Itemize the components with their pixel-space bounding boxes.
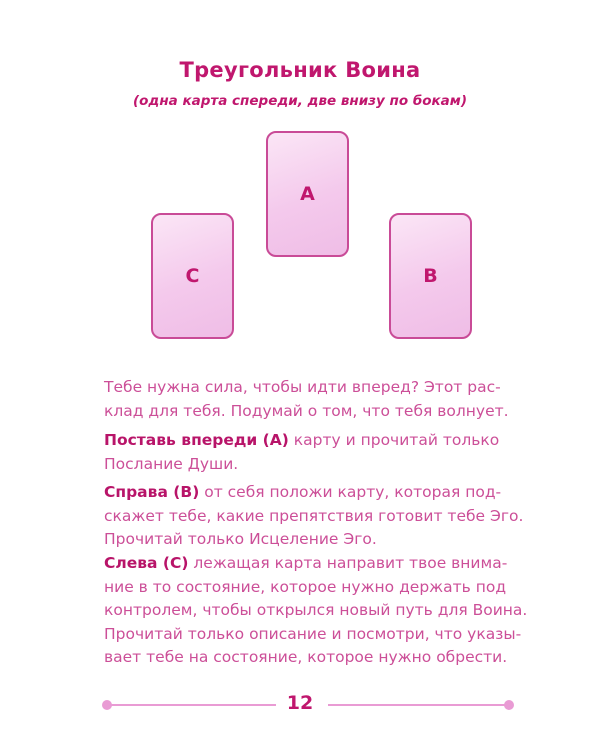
text-line: Послание Души.: [104, 454, 239, 473]
text-line: Тебе нужна сила, чтобы идти вперед? Этот рас-: [104, 378, 501, 396]
page-title: Треугольник Воина: [179, 58, 421, 82]
text-line: Прочитай только Исцеление Эго.: [104, 530, 377, 548]
footer-dot-right: [504, 700, 514, 710]
footer-rule-right: [328, 704, 506, 706]
text-line: [104, 552, 524, 576]
page-subtitle: (одна карта спереди, две внизу по бокам): [132, 93, 467, 109]
front-card-heading: Поставь впереди (А): [104, 431, 289, 449]
card-a: [266, 131, 349, 257]
footer-rule-left: [110, 704, 276, 706]
text-line: скажет тебе, какие препятствия готовит тебе Эго.: [104, 506, 524, 525]
text-line: ние в то состояние, которое нужно держать под: [104, 577, 507, 596]
text-line: контролем, чтобы открылся новый путь для Воина.: [104, 601, 528, 619]
front-card-paragraph: [104, 429, 524, 476]
text-fragment: лежащая карта направит твое внима-: [188, 554, 508, 572]
text-line: клад для тебя. Подумай о том, что тебя волнует.: [104, 401, 509, 420]
text-line: вает тебе на состояние, которое нужно обрести.: [104, 648, 508, 666]
card-b: [389, 213, 472, 339]
card-c: [151, 213, 234, 339]
card-c-label: C: [185, 265, 200, 287]
text-line: [104, 481, 524, 505]
card-a-label: A: [300, 183, 315, 205]
right-card-heading: Справа (В): [104, 483, 200, 501]
text-fragment: от себя положи карту, которая под-: [199, 483, 502, 501]
text-fragment: карту и прочитай только: [288, 431, 500, 449]
card-b-label: B: [423, 265, 438, 287]
right-card-paragraph: [104, 481, 524, 552]
page-number: 12: [286, 692, 314, 714]
left-card-heading: Слева (С): [104, 554, 189, 572]
text-line: Прочитай только описание и посмотри, что указы-: [104, 624, 522, 643]
intro-paragraph: [104, 376, 524, 423]
text-line: [104, 429, 524, 453]
left-card-paragraph: [104, 552, 528, 670]
